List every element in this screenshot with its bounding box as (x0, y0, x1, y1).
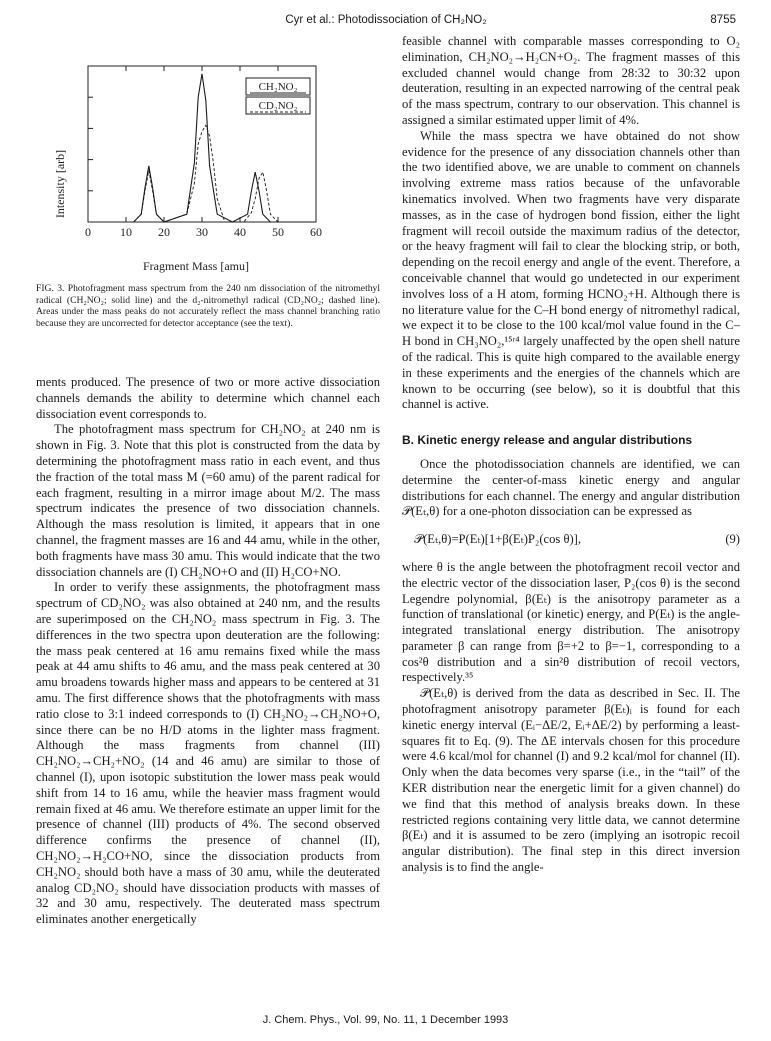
journal-footer: J. Chem. Phys., Vol. 99, No. 11, 1 December 1993 (262, 1014, 509, 1026)
page-number: 8755 (710, 14, 736, 26)
x-tick-label: 40 (234, 225, 246, 239)
paragraph: The photofragment mass spectrum for CH₂NO₂ at 240 nm is shown in Fig. 3. Note that this plot is constructed from the data by determining the photofragment mass ratio in each event, and thus the fraction of the total mass M (=60 amu) of the parent radical for each fragment, resulting in a mirror image about M/2. The mass spectrum indicates the presence of two dissociation channels. Although the mass resolution is limited, it appears that in one channel, the fragment masses are 16 and 44 amu, while in the other, both fragments have mass 30 amu. This would indicate that the two dissociation channels are (I) CH₂NO+O and (II) H₂CO+NO. (36, 422, 380, 579)
series-line-0 (134, 74, 316, 222)
paragraph: While the mass spectra we have obtained do not show evidence for the presence of any dissociation channels other than the two identified above, we are unable to comment on channels involving extreme mass ratios because of the unfavorable kinematics involved. When two fragments have very disparate masses, as in the case of hydrogen bond fission, either the light fragment will recoil outside the maximum radius of the detector, or the heavy fragment will fail to clear the blocking strip, or both, depending on the recoil energy and angle of the event. Therefore, a conceivable channel that would go undetected in our experiment involves loss of a H atom, forming HCNO₂+H. Although there is no literature value for the C–H bond energy of nitromethyl radical, we expect it to be close to the 100 kcal/mol value found in the C–H bond in CH₃NO₂,¹⁵ʳ⁴ largely unaffected by the open shell nature of the radical. This is quite high compared to the available energy in these experiments and the energies of the channels which are known to be occurring (see below), so it is doubtful that this channel is active. (402, 128, 740, 412)
legend-entry: CD₂NO₂ (258, 100, 298, 112)
page-header (36, 8, 736, 28)
paragraph: feasible channel with comparable masses corresponding to O₂ elimination, CH₂NO₂→H₂CN+O₂. The fragment masses of this excluded channel would change from 28:32 to 30:32 upon deuteration, resulting in an expected narrowing of the central peak of the mass spectrum, contrary to our observation. This channel is assigned a similar estimated upper limit of 4%. (402, 34, 740, 127)
equation-text: 𝒫(Eₜ,θ)=P(Eₜ)[1+β(Eₜ)P₂(cos θ)], (414, 532, 582, 547)
x-tick-label: 20 (158, 225, 170, 239)
x-tick-label: 50 (272, 225, 284, 239)
mass-spectrum-chart (36, 44, 380, 276)
series-line-1 (134, 125, 316, 222)
x-tick-label: 10 (120, 225, 132, 239)
equation-number: (9) (725, 532, 740, 547)
paragraph: ments produced. The presence of two or more active dissociation channels demands the ability to determine which channel each dissociation event corresponds to. (36, 375, 380, 421)
paragraph: where θ is the angle between the photofragment recoil vector and the electric vector of the dissociation laser, P₂(cos θ) is the second Legendre polynomial, β(Eₜ) is the anisotropy parameter as a function of translational (or kinetic) energy, and P(Eₜ) is the angle-integrated translational energy distribution. The anisotropy parameter β can range from β=+2 to β=−1, corresponding to a cos²θ distribution and a sin²θ distribution of recoil vectors, respectively.³⁵ (402, 559, 740, 685)
x-tick-label: 60 (310, 225, 322, 239)
legend-entry: CH₂NO₂ (258, 81, 298, 93)
paragraph: Once the photodissociation channels are identified, we can determine the center-of-mass kinetic energy and angular distributions for each channel. The energy and angular distribution 𝒫(Eₜ,θ) for a one-photon dissociation can be expressed as (402, 456, 740, 519)
x-tick-label: 30 (196, 225, 208, 239)
running-title: Cyr et al.: Photodissociation of CH₂NO₂ (285, 14, 487, 26)
x-tick-label: 0 (85, 225, 91, 239)
y-axis-label: Intensity [arb] (53, 149, 67, 219)
figure-3 (36, 44, 380, 276)
paragraph: In order to verify these assignments, the photofragment mass spectrum of CD₂NO₂ was also obtained at 240 nm, and the results are superimposed on the CH₂NO₂ mass spectrum in Fig. 3. The differences in the two spectra upon deuteration are the following: the mass peak centered at 16 amu remains fixed while the mass peak at 44 amu shifts to 46 amu, and the mass peak centered at 30 amu broadens towards higher mass and appears to be centered at 31 amu. The first difference shows that the photofragments with mass ratio close to 3:1 indeed corresponds to (I) CH₂NO₂→CH₂NO+O, since there can be no H/D atoms in the lighter mass fragment. Although the mass fragments from channel (III) CH₂NO₂→CH₂+NO₂ (14 and 46 amu) are similar to those of channel (I), upon isotopic substitution the lower mass peak would shift from 14 to 16 amu, while the heavier mass fragment would remain fixed at 46 amu. We therefore estimate an upper limit for the presence of channel (III) products of 4%. The second observed difference confirms the presence of channel (II), CH₂NO₂→H₂CO+NO, since the dissociation products from CH₂NO₂ should both have a mass of 30 amu, while the deuterated analog CD₂NO₂ should have dissociation products with masses of 32 and 30 amu, respectively. The deuterated mass spectrum eliminates another energetically (36, 580, 380, 927)
section-heading: B. Kinetic energy release and angular distributions (402, 433, 693, 448)
x-axis-label: Fragment Mass [amu] (143, 259, 249, 273)
right-column (402, 34, 740, 876)
paragraph: 𝒫(Eₜ,θ) is derived from the data as described in Sec. II. The photofragment anisotropy parameter β(Eₜ)ᵢ is found for each kinetic energy interval (Eᵢ−ΔE/2, Eᵢ+ΔE/2) by performing a least-squares fit to Eq. (9). The ΔE intervals chosen for this procedure were 4.6 kcal/mol for channel (I) and 9.2 kcal/mol for channel (II). Only when the data becomes very sparse (i.e., in the “tail” of the KER distribution near the energetic limit for a given channel) do we find that this method of analysis breaks down. In these restricted regions containing very little data, we cannot determine β(Eₜ) and it is assumed to be zero (implying an isotropic recoil angular distribution). The final step in this direct inversion analysis is to find the angle- (402, 686, 740, 875)
left-column (36, 375, 380, 928)
figure-caption: FIG. 3. Photofragment mass spectrum from the 240 nm dissociation of the nitromethyl radical (CH₂NO₂; solid line) and the d₂-nitromethyl radical (CD₂NO₂; dashed line). Areas under the mass peaks do not accurately reflect the mass channel branching ratio because they are uncorrected for detector acceptance (see the text). (36, 283, 380, 329)
equation-9 (402, 532, 740, 548)
